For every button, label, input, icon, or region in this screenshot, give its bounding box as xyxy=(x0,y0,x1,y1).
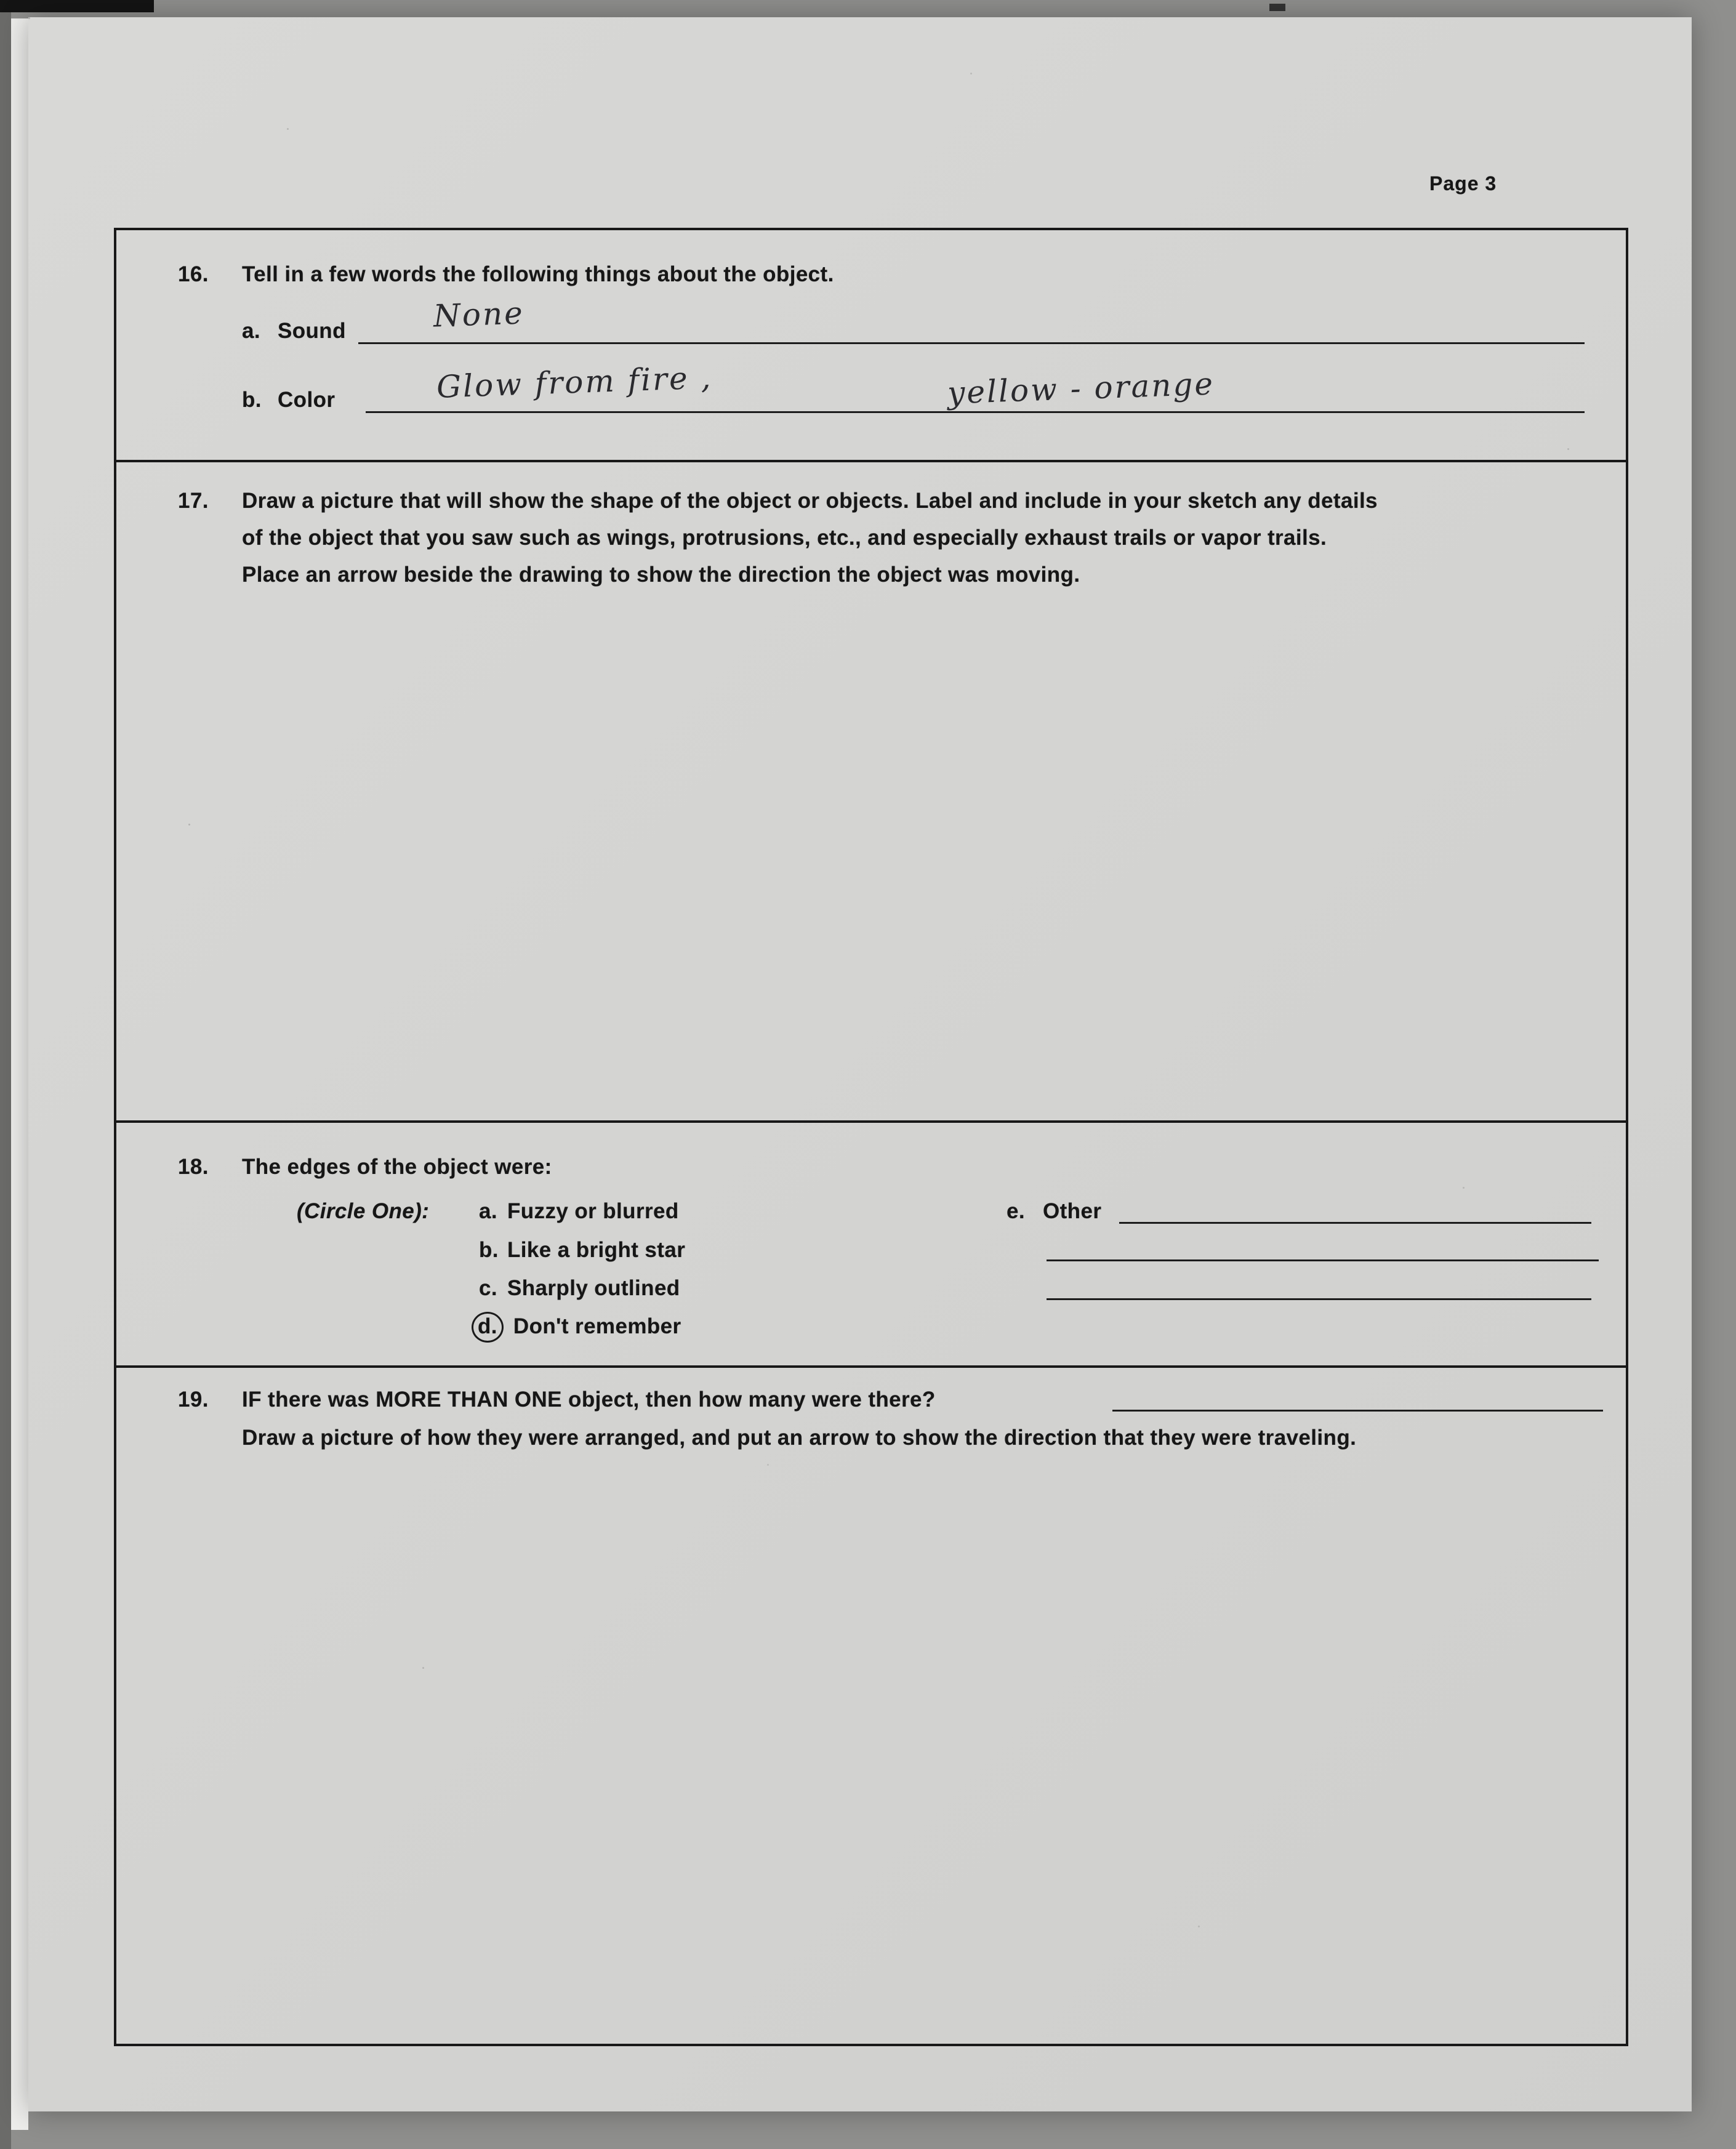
q18-option-b-label: Like a bright star xyxy=(507,1238,686,1262)
q18-option-c-label: Sharply outlined xyxy=(507,1276,680,1300)
q18-option-c xyxy=(479,1276,680,1301)
q18-option-d-label: Don't remember xyxy=(513,1314,681,1338)
q18-option-b xyxy=(479,1238,685,1263)
q16b-letter: b. xyxy=(242,388,262,412)
section-divider-16-17 xyxy=(116,460,1626,462)
page-label: Page 3 xyxy=(1429,172,1497,195)
section-divider-18-19 xyxy=(116,1365,1626,1368)
scan-artifact-top-left xyxy=(0,0,154,12)
q16b-handwritten-answer-2: yellow - orange xyxy=(947,366,1215,411)
q18-circle-one-instruction: (Circle One): xyxy=(297,1199,430,1223)
q16-prompt: Tell in a few words the following things about the object. xyxy=(242,262,834,286)
q16a-handwritten-answer: None xyxy=(433,295,525,334)
q18-option-b-letter: b. xyxy=(479,1238,499,1262)
q18-option-a-letter: a. xyxy=(479,1199,497,1223)
q19-number: 19. xyxy=(178,1388,209,1412)
q16a-letter: a. xyxy=(242,319,260,343)
q18-other-blank-line-1 xyxy=(1119,1222,1591,1224)
q18-option-e-label: Other xyxy=(1043,1199,1102,1223)
q18-option-d-letter-circled: d. xyxy=(472,1312,504,1343)
q17-text-line2: of the object that you saw such as wings, protrusions, etc., and especially exhaust trails or vapor trails. xyxy=(242,526,1327,550)
q18-option-d xyxy=(479,1312,681,1343)
q18-number: 18. xyxy=(178,1155,209,1179)
section-divider-17-18 xyxy=(116,1120,1626,1123)
q18-option-a xyxy=(479,1199,679,1224)
q16-number: 16. xyxy=(178,262,209,286)
q16b-handwritten-answer-1: Glow from fire , xyxy=(436,360,713,405)
q18-prompt: The edges of the object were: xyxy=(242,1155,552,1179)
q19-blank-line xyxy=(1112,1410,1603,1412)
scan-left-edge xyxy=(0,0,11,2149)
q19-text-line1: IF there was MORE THAN ONE object, then how many were there? xyxy=(242,1388,936,1412)
q19-text-line2: Draw a picture of how they were arranged, and put an arrow to show the direction that they were traveling. xyxy=(242,1426,1357,1450)
q16b-blank-line xyxy=(366,411,1585,413)
q17-text-line1: Draw a picture that will show the shape of the object or objects. Label and include in your sketch any details xyxy=(242,489,1378,513)
q18-option-c-letter: c. xyxy=(479,1276,497,1300)
q18-other-blank-line-3 xyxy=(1047,1298,1591,1300)
form-box xyxy=(114,228,1628,2046)
scan-white-strip xyxy=(11,18,28,2130)
scan-artifact-top-right xyxy=(1269,4,1285,11)
q16b-label: Color xyxy=(278,388,336,412)
q17-text-line3: Place an arrow beside the drawing to show the direction the object was moving. xyxy=(242,563,1080,587)
q16a-label: Sound xyxy=(278,319,346,343)
q18-option-a-label: Fuzzy or blurred xyxy=(507,1199,679,1223)
q18-option-e-letter: e. xyxy=(1007,1199,1025,1223)
q16a-blank-line xyxy=(358,342,1585,344)
paper-specks xyxy=(28,17,30,19)
q18-other-blank-line-2 xyxy=(1047,1259,1599,1261)
q17-number: 17. xyxy=(178,489,209,513)
